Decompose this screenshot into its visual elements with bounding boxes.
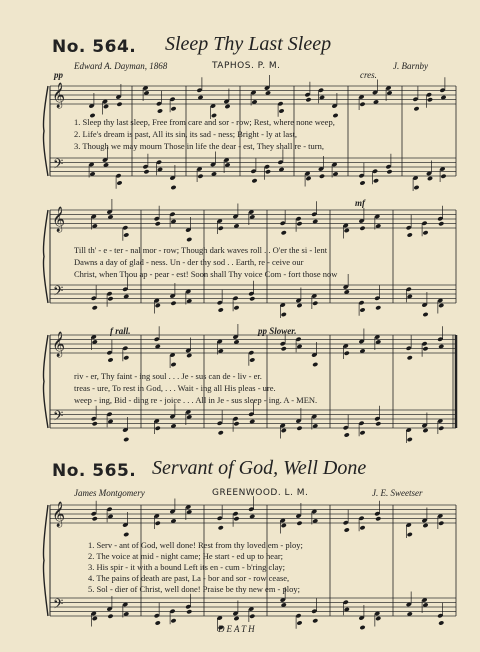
note-head xyxy=(233,421,239,426)
note-head xyxy=(407,437,413,442)
lyric-564-s3-v1: riv - er, Thy faint - ing soul . . . Je - sus can de - liv - er. xyxy=(74,371,262,381)
lyric-564-s1-v1: 1. Sleep thy last sleep, Free from care and sor - row; Rest, where none weep, xyxy=(74,117,335,127)
treble-clef: 𝄞 xyxy=(52,83,66,108)
lyric-564-s2-v1: Till th' - e - ter - nal mor - row; Though dark waves roll . . O'er the si - lent xyxy=(74,245,328,255)
note-head xyxy=(386,169,392,174)
note-head xyxy=(281,523,287,528)
treble-clef: 𝄞 xyxy=(52,502,66,527)
note-head xyxy=(92,616,98,621)
note-head xyxy=(438,426,444,431)
note-head xyxy=(305,176,311,181)
bass-clef: 𝄢 xyxy=(53,408,64,427)
note-head xyxy=(373,178,379,183)
note-head xyxy=(170,185,176,190)
note-head xyxy=(296,426,302,431)
hymn-565-title: Servant of God, Well Done xyxy=(152,457,367,479)
note-head xyxy=(186,237,192,242)
note-head xyxy=(438,620,444,625)
note-head xyxy=(170,301,176,306)
dynamic-pp: pp xyxy=(54,70,63,80)
lyric-564-s1-v2: 2. Life's dream is past, All its sin, its sad - ness; Bright - ly at last, xyxy=(74,129,297,139)
note-head xyxy=(422,230,428,235)
page-footer-section: DEATH xyxy=(218,624,257,634)
note-head xyxy=(344,351,350,356)
note-head xyxy=(438,221,444,226)
bass-clef: 𝄢 xyxy=(53,156,64,175)
note-head xyxy=(427,176,433,181)
note-head xyxy=(296,221,302,226)
lyric-565-v4: 4. The pains of death are past, La - bor and sor - row cease, xyxy=(88,573,290,583)
note-head xyxy=(92,516,98,521)
note-head xyxy=(233,305,239,310)
lyric-564-s2-v2: Dawns a day of glad - ness. Un - der thy sod . . Earth, re - ceive our xyxy=(74,257,304,267)
system-brace xyxy=(44,335,49,428)
note-head xyxy=(359,625,365,630)
bass-clef: 𝄢 xyxy=(53,283,64,302)
note-head xyxy=(305,97,311,102)
note-head xyxy=(344,228,350,233)
note-head xyxy=(92,305,98,310)
hymn-565-composer: J. E. Sweetser xyxy=(372,488,423,498)
note-head xyxy=(155,426,161,431)
note-head xyxy=(197,174,203,179)
note-head xyxy=(155,303,161,308)
note-head xyxy=(233,516,239,521)
note-head xyxy=(265,169,271,174)
note-head xyxy=(123,532,129,537)
note-head xyxy=(407,532,413,537)
note-head xyxy=(186,353,192,358)
note-head xyxy=(92,421,98,426)
note-head xyxy=(344,527,350,532)
dynamic-pp-slower: pp Slower. xyxy=(258,326,297,336)
note-head xyxy=(438,521,444,526)
note-head xyxy=(359,307,365,312)
note-head xyxy=(407,355,413,360)
note-head xyxy=(233,616,239,621)
note-head xyxy=(312,618,318,623)
note-head xyxy=(218,525,224,530)
hymn-564-number: No. 564. xyxy=(52,37,137,57)
system-brace xyxy=(44,505,49,616)
hymn-565-number: No. 565. xyxy=(52,461,137,481)
note-head xyxy=(170,106,176,111)
note-head xyxy=(422,428,428,433)
note-head xyxy=(359,102,365,107)
note-head xyxy=(123,355,129,360)
note-head xyxy=(278,108,284,113)
note-head xyxy=(359,180,365,185)
hymn-564-author: Edward A. Dayman, 1868 xyxy=(74,61,168,71)
note-head xyxy=(375,421,381,426)
note-head xyxy=(427,97,433,102)
note-head xyxy=(155,221,161,226)
note-head xyxy=(422,346,428,351)
note-head xyxy=(123,437,129,442)
dynamic-mf: mf xyxy=(355,198,365,208)
note-head xyxy=(224,104,230,109)
note-head xyxy=(281,312,287,317)
note-head xyxy=(413,185,419,190)
treble-clef: 𝄞 xyxy=(52,207,66,232)
note-head xyxy=(107,357,113,362)
dynamic-f: f xyxy=(110,326,113,336)
note-head xyxy=(359,226,365,231)
note-head xyxy=(375,305,381,310)
bass-clef: 𝄢 xyxy=(53,596,64,615)
note-head xyxy=(116,102,122,107)
note-head xyxy=(407,232,413,237)
lyric-565-v3: 3. His spir - it with a bound Left its en - cum - b'ring clay; xyxy=(88,562,285,572)
note-head xyxy=(155,521,161,526)
note-head xyxy=(218,307,224,312)
note-head xyxy=(281,346,287,351)
hymn-565-author: James Montgomery xyxy=(74,488,145,498)
lyric-565-v5: 5. Sol - dier of Christ, well done! Praise be thy new em - ploy; xyxy=(88,584,300,594)
note-head xyxy=(116,180,122,185)
note-head xyxy=(218,226,224,231)
note-head xyxy=(359,430,365,435)
note-head xyxy=(281,230,287,235)
note-head xyxy=(143,169,149,174)
note-head xyxy=(440,174,446,179)
note-head xyxy=(170,362,176,367)
lyric-565-v1: 1. Serv - ant of God, well done! Rest from thy loved em - ploy; xyxy=(88,540,303,550)
note-head xyxy=(359,525,365,530)
note-head xyxy=(344,432,350,437)
note-head xyxy=(155,620,161,625)
dynamic-cres: cres. xyxy=(360,70,377,80)
note-head xyxy=(123,232,129,237)
hymn-564-title: Sleep Thy Last Sleep xyxy=(165,33,332,55)
note-head xyxy=(107,296,113,301)
lyric-564-s1-v3: 3. Though we may mourn Those in life the dear - est, They shall re - turn, xyxy=(74,141,324,151)
note-head xyxy=(249,614,255,619)
note-head xyxy=(413,106,419,111)
hymn-565-tune: GREENWOOD. L. M. xyxy=(212,488,309,498)
system-brace xyxy=(44,86,49,176)
hymn-564-tune: TAPHOS. P. M. xyxy=(212,61,281,71)
hymn-564-composer: J. Barnby xyxy=(393,61,428,71)
lyric-565-v2: 2. The voice at mid - night came; He start - ed up to hear; xyxy=(88,551,284,561)
note-head xyxy=(281,428,287,433)
lyric-564-s3-v3: weep - ing, Bid - ding re - joice . . . All in Je - sus sleep - ing. A - MEN. xyxy=(74,395,318,405)
note-head xyxy=(218,430,224,435)
note-head xyxy=(103,104,109,109)
lyric-564-s2-v3: Christ, when Thou ap - pear - est! Soon shall Thy voice Com - fort those now xyxy=(74,269,338,279)
note-head xyxy=(422,312,428,317)
note-head xyxy=(438,303,444,308)
note-head xyxy=(249,296,255,301)
note-head xyxy=(296,521,302,526)
note-head xyxy=(312,362,318,367)
note-head xyxy=(312,301,318,306)
note-head xyxy=(375,516,381,521)
note-head xyxy=(107,614,113,619)
note-head xyxy=(251,178,257,183)
note-head xyxy=(186,609,192,614)
note-head xyxy=(249,357,255,362)
note-head xyxy=(296,303,302,308)
note-head xyxy=(170,618,176,623)
note-head xyxy=(375,616,381,621)
treble-clef: 𝄞 xyxy=(52,332,66,357)
note-head xyxy=(157,108,163,113)
lyric-564-s3-v2: treas - ure, To rest in God, . . . Wait - ing all His pleas - ure. xyxy=(74,383,276,393)
note-head xyxy=(319,174,325,179)
note-head xyxy=(422,523,428,528)
note-head xyxy=(296,620,302,625)
dynamic-f-rall xyxy=(110,326,131,336)
system-brace xyxy=(44,210,49,303)
dynamic-rall: rall. xyxy=(115,326,131,336)
